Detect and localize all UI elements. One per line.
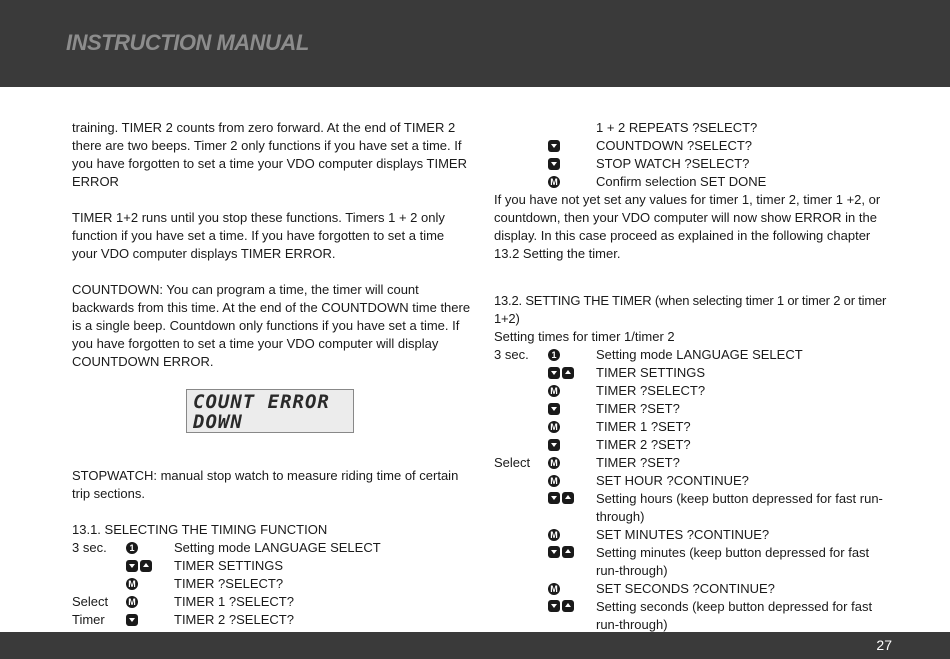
page-number: 27 <box>876 637 892 653</box>
lcd-display <box>186 389 354 433</box>
mode-button-icon: M <box>548 475 560 487</box>
step-text: SET MINUTES ?CONTINUE? <box>596 527 770 542</box>
step-list <box>72 539 472 629</box>
mode-button-icon: M <box>548 421 560 433</box>
step-text: SET HOUR ?CONTINUE? <box>596 473 749 488</box>
paragraph-countdown: COUNTDOWN: You can program a time, the timer will count backwards from this time. At the end of the COUNTDOWN time there is a single beep. Countdown only functions if you have set a time. If you have forgotten to set a time your VDO computer will display COUNTDOWN ERROR. <box>72 282 471 369</box>
step-row <box>494 364 894 382</box>
step-text: TIMER SETTINGS <box>596 365 706 380</box>
step-text: STOP WATCH ?SELECT? <box>596 156 750 171</box>
step-row <box>494 137 894 155</box>
button-1-icon: 1 <box>548 349 560 361</box>
step-text: Setting minutes (keep button depressed for fast run-through) <box>596 545 870 578</box>
mode-button-icon: M <box>548 529 560 541</box>
step-row <box>494 544 894 580</box>
step-row <box>72 593 472 611</box>
step-text: TIMER ?SET? <box>596 455 680 470</box>
down-arrow-button-icon <box>126 560 138 572</box>
down-arrow-button-icon <box>126 614 138 626</box>
mode-button-icon: M <box>548 385 560 397</box>
step-row <box>494 454 894 472</box>
step-row <box>494 400 894 418</box>
step-text: Setting seconds (keep button depressed for fast run-through) <box>596 599 873 632</box>
paragraph-error-note: If you have not yet set any values for timer 1, timer 2, timer 1 +2, or countdown, then your VDO computer will now show ERROR in the display. In this case proceed as explained in the following chapter 13.2 Setting the timer. <box>494 192 881 261</box>
step-text: TIMER ?SELECT? <box>596 383 706 398</box>
down-arrow-button-icon <box>548 367 560 379</box>
up-arrow-button-icon <box>562 546 574 558</box>
page-footer <box>0 632 950 659</box>
lcd-line-1: COUNT ERROR <box>193 391 330 413</box>
step-label: 3 sec. <box>72 540 107 555</box>
step-list <box>494 346 894 634</box>
step-row <box>494 580 894 598</box>
down-arrow-button-icon <box>548 158 560 170</box>
paragraph-timer12: TIMER 1+2 runs until you stop these functions. Timers 1 + 2 only function if you have set a time. If you have forgotten to set a time your VDO computer displays TIMER ERROR. <box>72 210 445 261</box>
step-list <box>494 137 894 191</box>
down-arrow-button-icon <box>548 403 560 415</box>
section-title-13-2: 13.2. SETTING THE TIMER (when selecting timer 1 or timer 2 or timer 1+2) <box>494 293 887 326</box>
button-1-icon: 1 <box>126 542 138 554</box>
step-row <box>72 611 472 629</box>
step-row <box>494 119 894 137</box>
step-row <box>494 155 894 173</box>
step-text: SET SECONDS ?CONTINUE? <box>596 581 775 596</box>
step-row <box>494 472 894 490</box>
step-row <box>494 526 894 544</box>
step-row <box>494 173 894 191</box>
page-header <box>0 0 950 87</box>
down-arrow-button-icon <box>548 439 560 451</box>
down-arrow-button-icon <box>548 492 560 504</box>
header-title: INSTRUCTION MANUAL <box>66 30 309 55</box>
step-label: Select <box>494 455 531 470</box>
step-row <box>72 557 472 575</box>
paragraph-timer2: training. TIMER 2 counts from zero forward. At the end of TIMER 2 there are two beeps. Timer 2 only functions if you have set a time. If you have forgotten to set a time your VDO computer displays TIMER ERROR <box>72 120 467 189</box>
step-label: Timer <box>72 612 105 627</box>
up-arrow-button-icon <box>562 367 574 379</box>
down-arrow-button-icon <box>548 546 560 558</box>
step-label: 3 sec. <box>494 347 529 362</box>
mode-button-icon: M <box>126 578 138 590</box>
step-text: 1 + 2 REPEATS ?SELECT? <box>596 120 758 135</box>
step-text: TIMER ?SET? <box>596 401 680 416</box>
step-row <box>494 418 894 436</box>
left-column <box>72 119 472 647</box>
step-row <box>494 490 894 526</box>
up-arrow-button-icon <box>562 492 574 504</box>
step-row <box>72 539 472 557</box>
step-text: TIMER 2 ?SET? <box>596 437 691 452</box>
step-text: TIMER 1 ?SET? <box>596 419 691 434</box>
step-text: Setting mode LANGUAGE SELECT <box>174 540 381 555</box>
step-text: Setting mode LANGUAGE SELECT <box>596 347 803 362</box>
right-column <box>494 119 894 634</box>
step-label: Select <box>72 594 109 609</box>
step-text: TIMER 2 ?SELECT? <box>174 612 294 627</box>
mode-button-icon: M <box>126 596 138 608</box>
section-subtitle: Setting times for timer 1/timer 2 <box>494 329 675 344</box>
step-row <box>494 346 894 364</box>
step-text: TIMER 1 ?SELECT? <box>174 594 294 609</box>
step-text: TIMER ?SELECT? <box>174 576 284 591</box>
up-arrow-button-icon <box>562 600 574 612</box>
section-title-13-1: 13.1. SELECTING THE TIMING FUNCTION <box>72 522 328 537</box>
down-arrow-button-icon <box>548 600 560 612</box>
mode-button-icon: M <box>548 583 560 595</box>
step-row <box>72 575 472 593</box>
paragraph-stopwatch: STOPWATCH: manual stop watch to measure riding time of certain trip sections. <box>72 468 459 501</box>
step-row <box>494 382 894 400</box>
up-arrow-button-icon <box>140 560 152 572</box>
lcd-line-2: DOWN <box>193 411 243 433</box>
down-arrow-button-icon <box>548 140 560 152</box>
step-text: TIMER SETTINGS <box>174 558 284 573</box>
step-text: Confirm selection SET DONE <box>596 174 767 189</box>
step-row <box>494 598 894 634</box>
step-row <box>494 436 894 454</box>
mode-button-icon: M <box>548 176 560 188</box>
step-text: Setting hours (keep button depressed for fast run-through) <box>596 491 883 524</box>
step-text: COUNTDOWN ?SELECT? <box>596 138 753 153</box>
mode-button-icon: M <box>548 457 560 469</box>
